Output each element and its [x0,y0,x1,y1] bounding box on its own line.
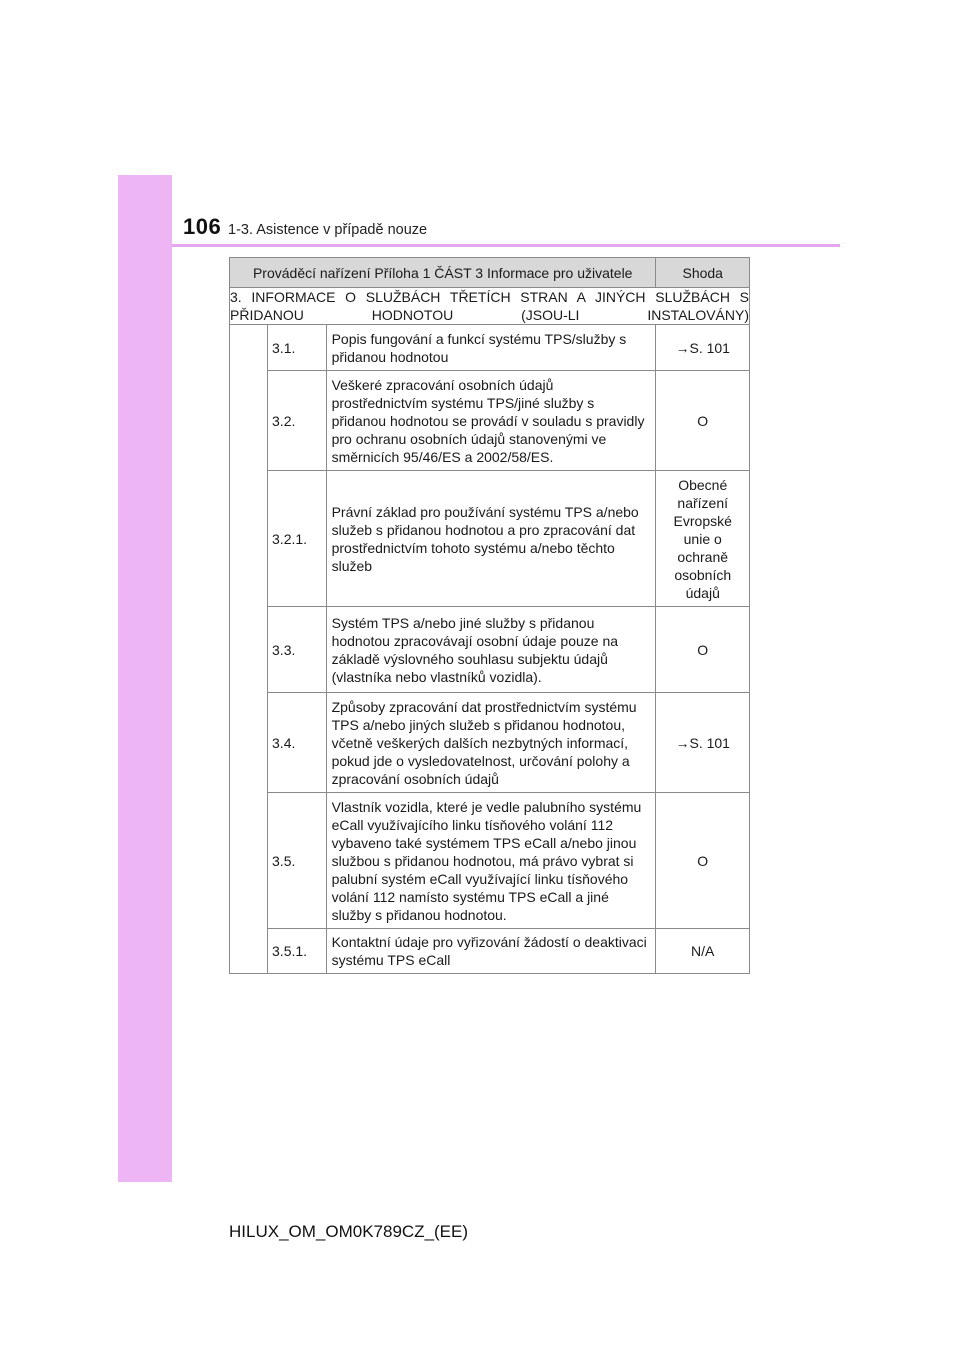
row-number: 3.4. [268,693,327,793]
document-code: HILUX_OM_OM0K789CZ_(EE) [229,1222,469,1241]
row-description: Veškeré zpracování osobních údajů prostřednictvím systému TPS/jiné služby s přidanou hodnotou se provádí v souladu s pravidly pro ochranu osobních údajů stanovenými ve směrnicích 95/46/ES a 2002/58/ES. [326,371,656,471]
table-row [230,693,750,793]
empty-indent-column [230,325,268,974]
row-compliance: O [656,793,750,929]
info-table [229,257,750,974]
table-row [230,929,750,974]
section-title: 1-3. Asistence v případě nouze [228,222,428,238]
table-row [230,793,750,929]
table-row [230,607,750,693]
row-compliance: →S. 101 [656,325,750,371]
row-description: Popis fungování a funkcí systému TPS/služby s přidanou hodnotou [326,325,656,371]
section-heading: 3. INFORMACE O SLUŽBÁCH TŘETÍCH STRAN A JINÝCH SLUŽBÁCH S PŘIDANOU HODNOTOU (JSOU-LI INSTALOVÁNY) [230,289,749,323]
row-compliance: Obecné nařízení Evropské unie o ochraně osobních údajů [656,471,750,607]
row-description: Kontaktní údaje pro vyřizování žádostí o deaktivaci systému TPS eCall [326,929,656,974]
column-header-compliance: Shoda [656,258,750,288]
side-thumb-band [118,175,172,1182]
row-compliance: O [656,371,750,471]
row-compliance: O [656,607,750,693]
row-compliance: →S. 101 [656,693,750,793]
row-number: 3.2.1. [268,471,327,607]
row-number: 3.2. [268,371,327,471]
row-description: Vlastník vozidla, které je vedle palubního systému eCall využívajícího linku tísňového volání 112 vybaveno také systémem TPS eCall a/nebo jinou službou s přidanou hodnotou, má právo vybrat si palubní systém eCall využívající linku tísňového volání 112 namísto systému TPS eCall a jiné služby s přidanou hodnotou. [326,793,656,929]
row-number: 3.5. [268,793,327,929]
row-description: Právní základ pro používání systému TPS a/nebo služeb s přidanou hodnotou a pro zpracování dat prostřednictvím tohoto systému a/nebo těchto služeb [326,471,656,607]
column-header-info: Prováděcí nařízení Příloha 1 ČÁST 3 Informace pro uživatele [230,258,656,288]
page-number: 106 [183,214,222,239]
row-number: 3.3. [268,607,327,693]
row-number: 3.5.1. [268,929,327,974]
table-header-row [230,258,750,288]
row-description: Systém TPS a/nebo jiné služby s přidanou hodnotou zpracovávají osobní údaje pouze na základě výslovného souhlasu subjektu údajů (vlastníka nebo vlastníků vozidla). [326,607,656,693]
table-row [230,471,750,607]
table-row [230,325,750,371]
row-description: Způsoby zpracování dat prostřednictvím systému TPS a/nebo jiných služeb s přidanou hodnotou, včetně veškerých dalších nezbytných informací, pokud jde o vysledovatelnost, určování polohy a zpracování osobních údajů [326,693,656,793]
row-compliance: N/A [656,929,750,974]
table-row [230,371,750,471]
section-heading-row [230,288,750,325]
row-number: 3.1. [268,325,327,371]
header-rule [172,244,840,247]
